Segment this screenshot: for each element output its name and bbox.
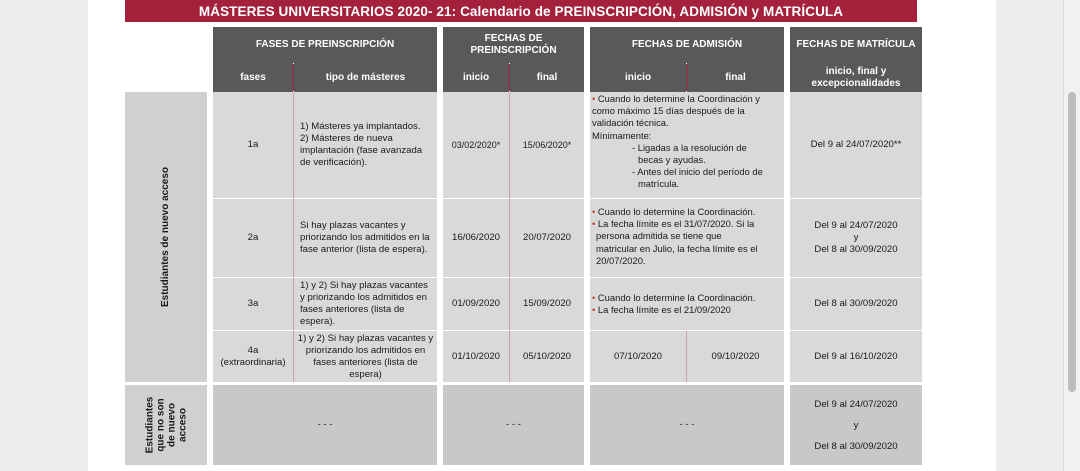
pre-inicio-cell: 16/06/2020 [443,199,509,277]
admision-text: • Cuando lo determine la Coordinación. • La fecha límite es el 31/07/2020. Si la persona admitida se tiene que matricular en Julio, la fecha límite es el 20/07/2020. [592,206,758,266]
subheader-adm-inicio: inicio [590,63,686,92]
page-title: MÁSTERES UNIVERSITARIOS 2020- 21: Calendario de PREINSCRIPCIÓN, ADMISIÓN y MATRÍCULA [125,0,917,22]
header-fases-preinscripcion: FASES DE PREINSCRIPCIÓN [213,27,437,63]
matricula-cell: Del 9 al 16/10/2020 [790,331,922,382]
side-label-no-nuevo: Estudiantes que no son de nuevo acceso [144,396,188,454]
side-label-nuevo-acceso: Estudiantes de nuevo acceso [160,166,171,308]
scrollbar-thumb[interactable] [1068,92,1076,392]
pre-final-cell: 15/06/2020* [510,92,584,198]
column-divider [293,92,294,382]
subheader-tipo: tipo de másteres [294,63,437,92]
vertical-scrollbar[interactable] [1063,0,1080,471]
column-divider [686,331,687,382]
matricula-cell: Del 9 al 24/07/2020 y Del 8 al 30/09/2020 [790,385,922,465]
adm-empty-cell: - - - [590,385,784,465]
adm-inicio-cell: 07/10/2020 [590,331,686,382]
fase-cell: 4a (extraordinaria) [213,331,293,382]
pre-inicio-cell: 03/02/2020* [443,92,509,198]
subheader-pre-inicio: inicio [443,63,509,92]
header-fechas-matricula: FECHAS DE MATRÍCULA [790,27,922,63]
matricula-cell: Del 9 al 24/07/2020** [790,92,922,198]
fase-cell: 2a [213,199,293,277]
pre-final-cell: 05/10/2020 [510,331,584,382]
adm-final-cell: 09/10/2020 [687,331,784,382]
admision-text: • Cuando lo determine la Coordinación y como máximo 15 días después de la validación técnica. Mínimamente: - Ligadas a la resolución de becas y ayudas. - Antes del inicio del período de matrícula. [592,93,763,190]
subheader-divider [509,64,510,91]
header-fechas-preinscripcion: FECHAS DE PREINSCRIPCIÓN [443,27,584,63]
header-fechas-admision: FECHAS DE ADMISIÓN [590,27,784,63]
subheader-adm-final: final [687,63,784,92]
fases-empty-cell: - - - [213,385,437,465]
subheader-fases: fases [213,63,293,92]
matricula-cell: Del 9 al 24/07/2020 y Del 8 al 30/09/2020 [790,199,922,277]
pre-inicio-cell: 01/09/2020 [443,278,509,330]
side-label-no-nuevo-panel [125,385,207,465]
column-divider [509,92,510,382]
tipo-cell: 1) Másteres ya implantados. 2) Másteres de nueva implantación (fase avanzada de verificación). [294,92,437,198]
fase-cell: 1a [213,92,293,198]
fase-cell: 3a [213,278,293,330]
pre-empty-cell: - - - [443,385,584,465]
tipo-cell: 1) y 2) Si hay plazas vacantes y priorizando los admitidos en fases anteriores (lista de espera). [294,278,437,330]
subheader-pre-final: final [510,63,584,92]
tipo-cell: 1) y 2) Si hay plazas vacantes y priorizando los admitidos en fases anteriores (lista de espera) [294,331,437,382]
subheader-divider [686,64,687,91]
side-label-nuevo-acceso-panel [125,92,207,382]
tipo-cell: Si hay plazas vacantes y priorizando los admitidos en la fase anterior (lista de espera). [294,199,437,277]
pre-final-cell: 15/09/2020 [510,278,584,330]
pre-inicio-cell: 01/10/2020 [443,331,509,382]
subheader-matricula: inicio, final y excepcionalidades [790,63,922,92]
admision-text: • Cuando lo determine la Coordinación. • La fecha límite es el 21/09/2020 [592,292,756,316]
pre-final-cell: 20/07/2020 [510,199,584,277]
subheader-divider [293,64,294,91]
matricula-cell: Del 8 al 30/09/2020 [790,278,922,330]
